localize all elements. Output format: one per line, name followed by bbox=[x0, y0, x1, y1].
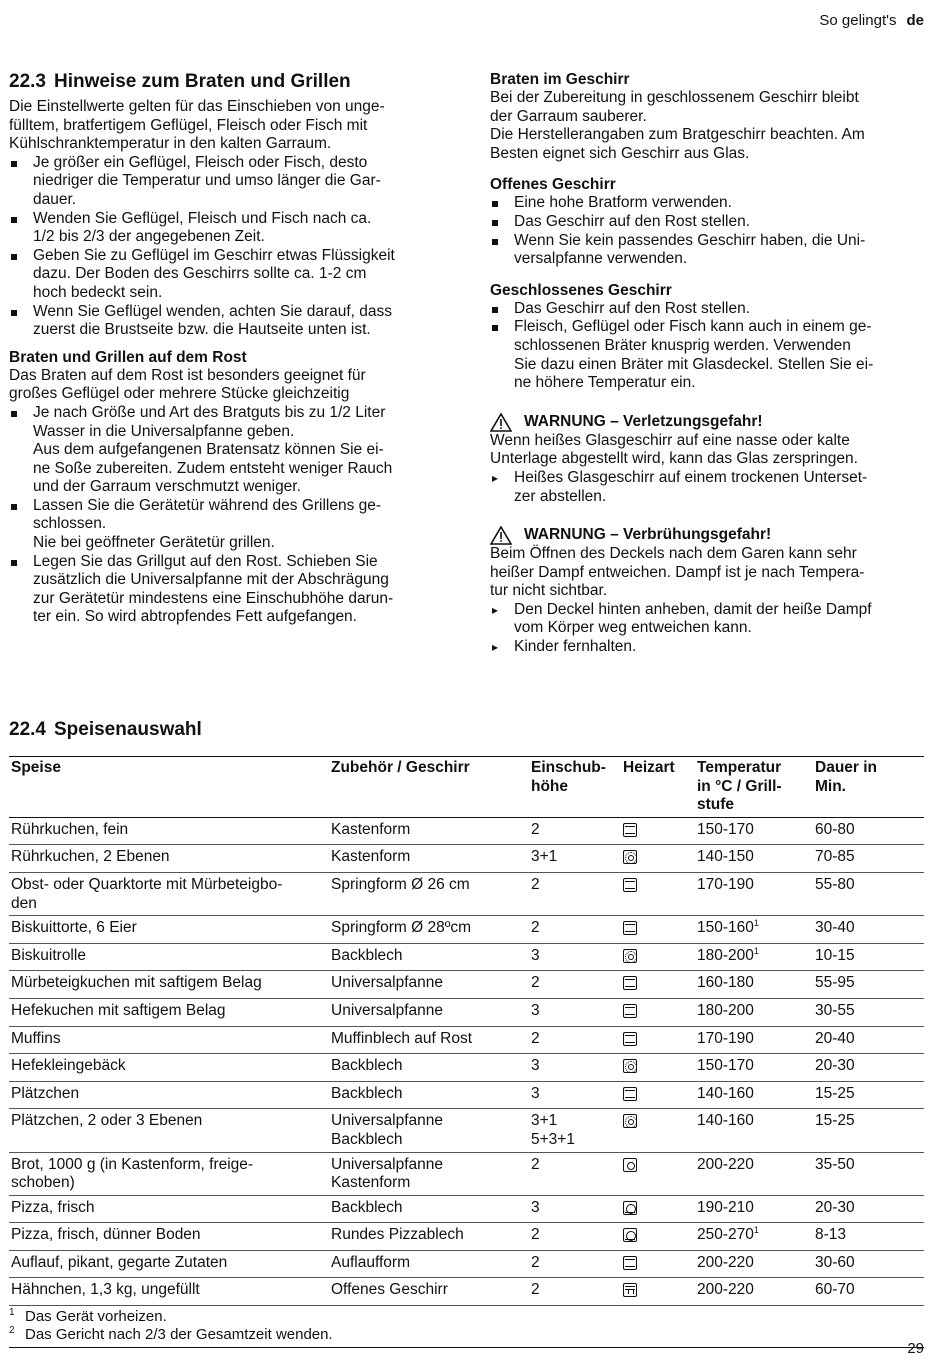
warning-triangle-icon bbox=[490, 413, 512, 432]
table-row bbox=[9, 817, 924, 845]
table-header-row bbox=[9, 757, 924, 818]
intro-paragraph: Die Einstellwerte gelten für das Einschieben von unge- fülltem, bratfertigem Geflügel, Fleisch oder Fisch mit Kühlschranktemperatur in den kalten Garraum. bbox=[9, 98, 385, 153]
cell-temperatur: 200-220 bbox=[695, 1250, 813, 1278]
cell-speise: Hähnchen, 1,3 kg, ungefüllt bbox=[9, 1278, 329, 1306]
left-column bbox=[9, 70, 449, 627]
list-item: Lassen Sie die Gerätetür während des Grillens ge- schlossen. Nie bei geöffneter Gerätetür grillen. bbox=[9, 497, 449, 553]
cell-heizart bbox=[621, 998, 695, 1026]
table-row bbox=[9, 1195, 924, 1223]
cell-heizart bbox=[621, 1109, 695, 1152]
cell-temperatur: 170-190 bbox=[695, 1026, 813, 1054]
rost-bullet-list bbox=[9, 404, 449, 627]
heizart-fanring-icon bbox=[623, 850, 637, 864]
cell-dauer: 20-40 bbox=[813, 1026, 924, 1054]
heizart-topbot-icon bbox=[623, 921, 637, 935]
table-row bbox=[9, 1250, 924, 1278]
list-item: Geben Sie zu Geflügel im Geschirr etwas Flüssigkeit dazu. Der Boden des Geschirrs sollte ca. 1-2 cm hoch bedeckt sein. bbox=[9, 247, 449, 303]
heizart-topbot-icon bbox=[623, 1032, 637, 1046]
section-number: 22.3 bbox=[9, 71, 46, 92]
speisen-table bbox=[9, 756, 924, 1306]
cell-dauer: 30-40 bbox=[813, 916, 924, 944]
cell-heizart bbox=[621, 1054, 695, 1082]
footnote-ref: 1 bbox=[753, 1225, 759, 1236]
heizart-topbot-icon bbox=[623, 1004, 637, 1018]
table-row bbox=[9, 845, 924, 873]
section-heading-22-3 bbox=[9, 70, 449, 94]
cell-heizart bbox=[621, 1026, 695, 1054]
geschirr-subheading: Braten im Geschirr bbox=[490, 71, 630, 88]
cell-dauer: 8-13 bbox=[813, 1223, 924, 1251]
geschirr-text: Bei der Zubereitung in geschlossenem Geschirr bleibt der Garraum sauberer. Die Herstellerangaben zum Bratgeschirr beachten. Am Besten eignet sich Geschirr aus Glas. bbox=[490, 89, 865, 162]
cell-zubehoer: Universalpfanne bbox=[329, 998, 529, 1026]
cell-dauer: 35-50 bbox=[813, 1152, 924, 1195]
cell-einschubhoehe: 2 bbox=[529, 872, 621, 915]
offen-subheading: Offenes Geschirr bbox=[490, 176, 616, 194]
cell-einschubhoehe: 2 bbox=[529, 1278, 621, 1306]
list-item: Das Geschirr auf den Rost stellen. bbox=[490, 213, 925, 232]
running-title: So gelingt's bbox=[819, 12, 897, 29]
list-item: Wenden Sie Geflügel, Fleisch und Fisch nach ca. 1/2 bis 2/3 der angegebenen Zeit. bbox=[9, 210, 449, 247]
cell-heizart bbox=[621, 916, 695, 944]
cell-speise: Muffins bbox=[9, 1026, 329, 1054]
cell-heizart bbox=[621, 1195, 695, 1223]
col-header-einschubhoehe: Einschub- höhe bbox=[529, 757, 621, 818]
list-item: Das Geschirr auf den Rost stellen. bbox=[490, 300, 925, 319]
cell-temperatur: $150-160^1$ bbox=[695, 916, 813, 944]
cell-einschubhoehe: 3 bbox=[529, 998, 621, 1026]
cell-speise: Rührkuchen, fein bbox=[9, 817, 329, 845]
cell-zubehoer: Universalpfanne bbox=[329, 971, 529, 999]
section-number: 22.4 bbox=[9, 719, 46, 740]
warning-scald-text: Beim Öffnen des Deckels nach dem Garen kann sehr heißer Dampf entweichen. Dampf ist je nach Tempera- tur nicht sichtbar. bbox=[490, 545, 865, 600]
list-item: Je größer ein Geflügel, Fleisch oder Fisch, desto niedriger die Temperatur und umso länger die Gar- dauer. bbox=[9, 154, 449, 210]
heizart-topbot-icon bbox=[623, 976, 637, 990]
cell-dauer: 20-30 bbox=[813, 1054, 924, 1082]
cell-heizart bbox=[621, 845, 695, 873]
list-item: Eine hohe Bratform verwenden. bbox=[490, 194, 925, 213]
list-item: Je nach Größe und Art des Bratguts bis zu 1/2 Liter Wasser in die Universalpfanne geben. Aus dem aufgefangenen Bratensatz können Sie ei- ne Soße zubereiten. Zudem entsteht weniger Rauch und der Garraum verschmutzt weniger. bbox=[9, 404, 449, 497]
heizart-grill-icon bbox=[623, 1283, 637, 1297]
cell-zubehoer: Rundes Pizzablech bbox=[329, 1223, 529, 1251]
warning-triangle-icon bbox=[490, 526, 512, 545]
heizart-topbot-icon bbox=[623, 878, 637, 892]
list-item: Legen Sie das Grillgut auf den Rost. Schieben Sie zusätzlich die Universalpfanne mit der Abschrägung zur Gerätetür mindestens eine Einschubhöhe darun- ter ein. So wird abtropfendes Fett aufgefangen. bbox=[9, 553, 449, 627]
cell-einschubhoehe: 3 bbox=[529, 943, 621, 971]
cell-dauer: 30-60 bbox=[813, 1250, 924, 1278]
cell-heizart bbox=[621, 1278, 695, 1306]
cell-dauer: 60-70 bbox=[813, 1278, 924, 1306]
table-row bbox=[9, 1152, 924, 1195]
warning-scald-actions bbox=[490, 601, 925, 657]
cell-temperatur: $180-200^1$ bbox=[695, 943, 813, 971]
section-title: Speisenauswahl bbox=[53, 719, 202, 740]
cell-einschubhoehe: 2 bbox=[529, 817, 621, 845]
cell-einschubhoehe: 2 bbox=[529, 1152, 621, 1195]
list-item: ▸ Den Deckel hinten anheben, damit der heiße Dampf vom Körper weg entweichen kann. bbox=[490, 601, 925, 638]
cell-dauer: 70-85 bbox=[813, 845, 924, 873]
cell-dauer: 15-25 bbox=[813, 1109, 924, 1152]
cell-dauer: 30-55 bbox=[813, 998, 924, 1026]
cell-einschubhoehe: 3 bbox=[529, 1081, 621, 1109]
rost-intro: Das Braten auf dem Rost ist besonders geeignet für großes Geflügel oder mehrere Stücke gleichzeitig bbox=[9, 366, 366, 403]
cell-heizart bbox=[621, 1250, 695, 1278]
cell-heizart bbox=[621, 1081, 695, 1109]
braten-bullet-list bbox=[9, 154, 449, 340]
col-header-temperatur: Temperatur in °C / Grill- stufe bbox=[695, 757, 813, 818]
cell-speise: Brot, 1000 g (in Kastenform, freige- schoben) bbox=[9, 1152, 329, 1195]
heizart-fanring-icon bbox=[623, 949, 637, 963]
cell-zubehoer: Backblech bbox=[329, 1054, 529, 1082]
cell-heizart bbox=[621, 1223, 695, 1251]
cell-dauer: 55-95 bbox=[813, 971, 924, 999]
right-column bbox=[490, 70, 925, 657]
cell-speise: Plätzchen bbox=[9, 1081, 329, 1109]
cell-zubehoer: Springform Ø 28ºcm bbox=[329, 916, 529, 944]
cell-einschubhoehe: 2 bbox=[529, 1250, 621, 1278]
rost-subheading: Braten und Grillen auf dem Rost bbox=[9, 348, 247, 366]
cell-dauer: 15-25 bbox=[813, 1081, 924, 1109]
language-code: de bbox=[906, 12, 924, 29]
table-row bbox=[9, 1278, 924, 1306]
section-heading-22-4 bbox=[9, 718, 924, 742]
cell-zubehoer: Backblech bbox=[329, 1081, 529, 1109]
footnote-ref: 1 bbox=[753, 918, 759, 928]
table-row bbox=[9, 943, 924, 971]
heizart-topbot-icon bbox=[623, 1087, 637, 1101]
table-row bbox=[9, 1081, 924, 1109]
col-header-speise: Speise bbox=[9, 757, 329, 818]
table-row bbox=[9, 1054, 924, 1082]
cell-zubehoer: Universalpfanne Kastenform bbox=[329, 1152, 529, 1195]
table-row bbox=[9, 1223, 924, 1251]
cell-dauer: 60-80 bbox=[813, 817, 924, 845]
cell-temperatur: 190-210 bbox=[695, 1195, 813, 1223]
cell-speise: Obst- oder Quarktorte mit Mürbeteigbo- den bbox=[9, 872, 329, 915]
warning-scald-title: WARNUNG – Verbrühungsgefahr! bbox=[490, 526, 925, 545]
cell-zubehoer: Backblech bbox=[329, 943, 529, 971]
heizart-topbot-icon bbox=[623, 1256, 637, 1270]
cell-temperatur: 160-180 bbox=[695, 971, 813, 999]
page-number: 29 bbox=[907, 1340, 924, 1358]
cell-speise: Hefekleingebäck bbox=[9, 1054, 329, 1082]
cell-speise: Rührkuchen, 2 Ebenen bbox=[9, 845, 329, 873]
cell-zubehoer: Offenes Geschirr bbox=[329, 1278, 529, 1306]
cell-speise: Biskuitrolle bbox=[9, 943, 329, 971]
cell-speise: Biskuittorte, 6 Eier bbox=[9, 916, 329, 944]
heizart-fan-icon bbox=[623, 1158, 637, 1172]
section-title: Hinweise zum Braten und Grillen bbox=[53, 71, 351, 92]
cell-zubehoer: Kastenform bbox=[329, 845, 529, 873]
cell-temperatur: 140-160 bbox=[695, 1081, 813, 1109]
warning-injury-title: WARNUNG – Verletzungsgefahr! bbox=[490, 413, 925, 432]
heizart-pizza-icon bbox=[623, 1228, 637, 1242]
cell-zubehoer: Kastenform bbox=[329, 817, 529, 845]
list-item: ▸ Kinder fernhalten. bbox=[490, 638, 925, 657]
cell-temperatur: 140-150 bbox=[695, 845, 813, 873]
cell-einschubhoehe: 2 bbox=[529, 916, 621, 944]
cell-temperatur: $250-270^1$ bbox=[695, 1223, 813, 1251]
cell-einschubhoehe: 2 bbox=[529, 1223, 621, 1251]
cell-einschubhoehe: 2 bbox=[529, 971, 621, 999]
cell-temperatur: 180-200 bbox=[695, 998, 813, 1026]
cell-zubehoer: Backblech bbox=[329, 1195, 529, 1223]
heizart-pizza-icon bbox=[623, 1201, 637, 1215]
geschlossen-bullet-list bbox=[490, 300, 925, 393]
list-item: Wenn Sie Geflügel wenden, achten Sie darauf, dass zuerst die Brustseite bzw. die Hautseite unten ist. bbox=[9, 303, 449, 340]
table-row bbox=[9, 971, 924, 999]
cell-temperatur: 200-220 bbox=[695, 1152, 813, 1195]
cell-dauer: 20-30 bbox=[813, 1195, 924, 1223]
table-row bbox=[9, 998, 924, 1026]
footnote-ref: 1 bbox=[753, 945, 759, 956]
cell-speise: Mürbeteigkuchen mit saftigem Belag bbox=[9, 971, 329, 999]
speisenauswahl-section bbox=[9, 718, 924, 1348]
list-item: Fleisch, Geflügel oder Fisch kann auch in einem ge- schlossenen Bräter knusprig werden. Verwenden Sie dazu einen Bräter mit Glasdeckel. Stellen Sie ei- ne höhere Temperatur ein. bbox=[490, 318, 925, 392]
table-row bbox=[9, 872, 924, 915]
list-item: ▸ Heißes Glasgeschirr auf einem trockenen Unterset- zer abstellen. bbox=[490, 469, 925, 506]
cell-dauer: 10-15 bbox=[813, 943, 924, 971]
cell-einschubhoehe: 3+1 5+3+1 bbox=[529, 1109, 621, 1152]
warning-injury-actions bbox=[490, 469, 925, 506]
cell-heizart bbox=[621, 943, 695, 971]
cell-speise: Pizza, frisch bbox=[9, 1195, 329, 1223]
warning-injury-text: Wenn heißes Glasgeschirr auf eine nasse oder kalte Unterlage abgestellt wird, kann das Glas zerspringen. bbox=[490, 431, 858, 468]
cell-temperatur: 150-170 bbox=[695, 817, 813, 845]
geschlossen-subheading: Geschlossenes Geschirr bbox=[490, 281, 672, 299]
table-footnotes bbox=[9, 1306, 924, 1348]
table-row bbox=[9, 1026, 924, 1054]
table-row bbox=[9, 1109, 924, 1152]
cell-temperatur: 200-220 bbox=[695, 1278, 813, 1306]
table-row bbox=[9, 916, 924, 944]
cell-zubehoer: Springform Ø 26 cm bbox=[329, 872, 529, 915]
cell-speise: Hefekuchen mit saftigem Belag bbox=[9, 998, 329, 1026]
cell-einschubhoehe: 3 bbox=[529, 1195, 621, 1223]
cell-heizart bbox=[621, 1152, 695, 1195]
cell-temperatur: 170-190 bbox=[695, 872, 813, 915]
cell-einschubhoehe: 2 bbox=[529, 1026, 621, 1054]
cell-dauer: 55-80 bbox=[813, 872, 924, 915]
cell-zubehoer: Muffinblech auf Rost bbox=[329, 1026, 529, 1054]
cell-einschubhoehe: 3+1 bbox=[529, 845, 621, 873]
cell-temperatur: 150-170 bbox=[695, 1054, 813, 1082]
col-header-heizart: Heizart bbox=[621, 757, 695, 818]
cell-speise: Pizza, frisch, dünner Boden bbox=[9, 1223, 329, 1251]
running-header bbox=[819, 12, 924, 31]
cell-zubehoer: Auflaufform bbox=[329, 1250, 529, 1278]
cell-heizart bbox=[621, 971, 695, 999]
offen-bullet-list bbox=[490, 194, 925, 268]
heizart-topbot-icon bbox=[623, 823, 637, 837]
cell-speise: Auflauf, pikant, gegarte Zutaten bbox=[9, 1250, 329, 1278]
footnote: 2 Das Gericht nach 2/3 der Gesamtzeit wenden. bbox=[9, 1324, 333, 1343]
cell-temperatur: 140-160 bbox=[695, 1109, 813, 1152]
col-header-dauer: Dauer in Min. bbox=[813, 757, 924, 818]
cell-einschubhoehe: 3 bbox=[529, 1054, 621, 1082]
cell-heizart bbox=[621, 817, 695, 845]
list-item: Wenn Sie kein passendes Geschirr haben, die Uni- versalpfanne verwenden. bbox=[490, 232, 925, 269]
heizart-fanring-icon bbox=[623, 1059, 637, 1073]
footnote: 1 Das Gerät vorheizen. bbox=[9, 1307, 167, 1326]
cell-zubehoer: Universalpfanne Backblech bbox=[329, 1109, 529, 1152]
cell-speise: Plätzchen, 2 oder 3 Ebenen bbox=[9, 1109, 329, 1152]
cell-heizart bbox=[621, 872, 695, 915]
heizart-fanring-icon bbox=[623, 1114, 637, 1128]
col-header-zubehoer: Zubehör / Geschirr bbox=[329, 757, 529, 818]
